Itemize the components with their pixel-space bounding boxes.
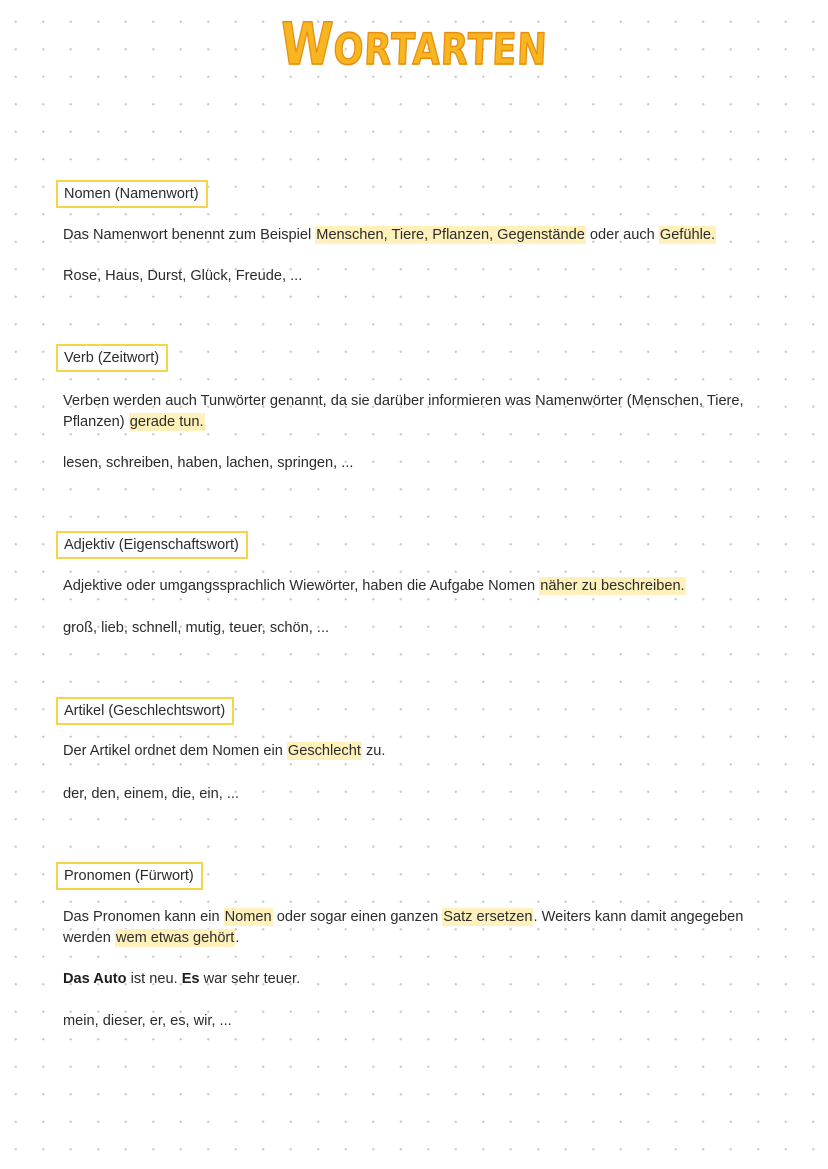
examples-artikel: der, den, einem, die, ein, ... [63,786,240,802]
highlight: gerade tun. [129,414,204,430]
heading-pronomen: Pronomen (Fürwort) [56,862,203,890]
desc-artikel: Der Artikel ordnet dem Nomen ein Geschlecht zu. [63,743,386,759]
page-title-rest: ORTARTEN [332,25,549,75]
desc-pronomen: Das Pronomen kann ein Nomen oder sogar einen ganzen Satz ersetzen. Weiters kann damit angegeben werden wem etwas gehört. [63,909,744,946]
examples-adjektiv: groß, lieb, schnell, mutig, teuer, schön, ... [63,620,330,636]
desc-verb: Verben werden auch Tunwörter genannt, da sie darüber informieren was Namenwörter (Menschen, Tiere, Pflanzen) gerade tun. [63,393,744,430]
examples-nomen: Rose, Haus, Durst, Glück, Freude, ... [63,268,303,284]
title-container [0,4,828,90]
highlight: Satz ersetzen [443,909,533,925]
heading-artikel: Artikel (Geschlechtswort) [56,697,234,725]
example-sentence-pronomen: Das Auto ist neu. Es war sehr teuer. [63,971,301,987]
highlight: Gefühle. [659,227,716,243]
highlight: wem etwas gehört [115,930,235,946]
highlight: Menschen, Tiere, Pflanzen, Gegenstände [316,227,585,243]
examples-pronomen: mein, dieser, er, es, wir, ... [63,1013,232,1029]
heading-adjektiv: Adjektiv (Eigenschaftswort) [56,531,248,559]
desc-adjektiv: Adjektive oder umgangssprachlich Wiewörter, haben die Aufgabe Nomen näher zu beschreiben. [63,578,685,594]
examples-verb: lesen, schreiben, haben, lachen, springen, ... [63,455,354,471]
highlight: näher zu beschreiben. [540,578,685,594]
heading-verb: Verb (Zeitwort) [56,344,168,372]
highlight: Geschlecht [287,743,361,759]
desc-nomen: Das Namenwort benennt zum Beispiel Menschen, Tiere, Pflanzen, Gegenstände oder auch Gefühle. [63,227,716,243]
page-title-initial: W [279,10,336,78]
highlight: Nomen [224,909,272,925]
heading-nomen: Nomen (Namenwort) [56,180,208,208]
page-title [279,4,550,90]
